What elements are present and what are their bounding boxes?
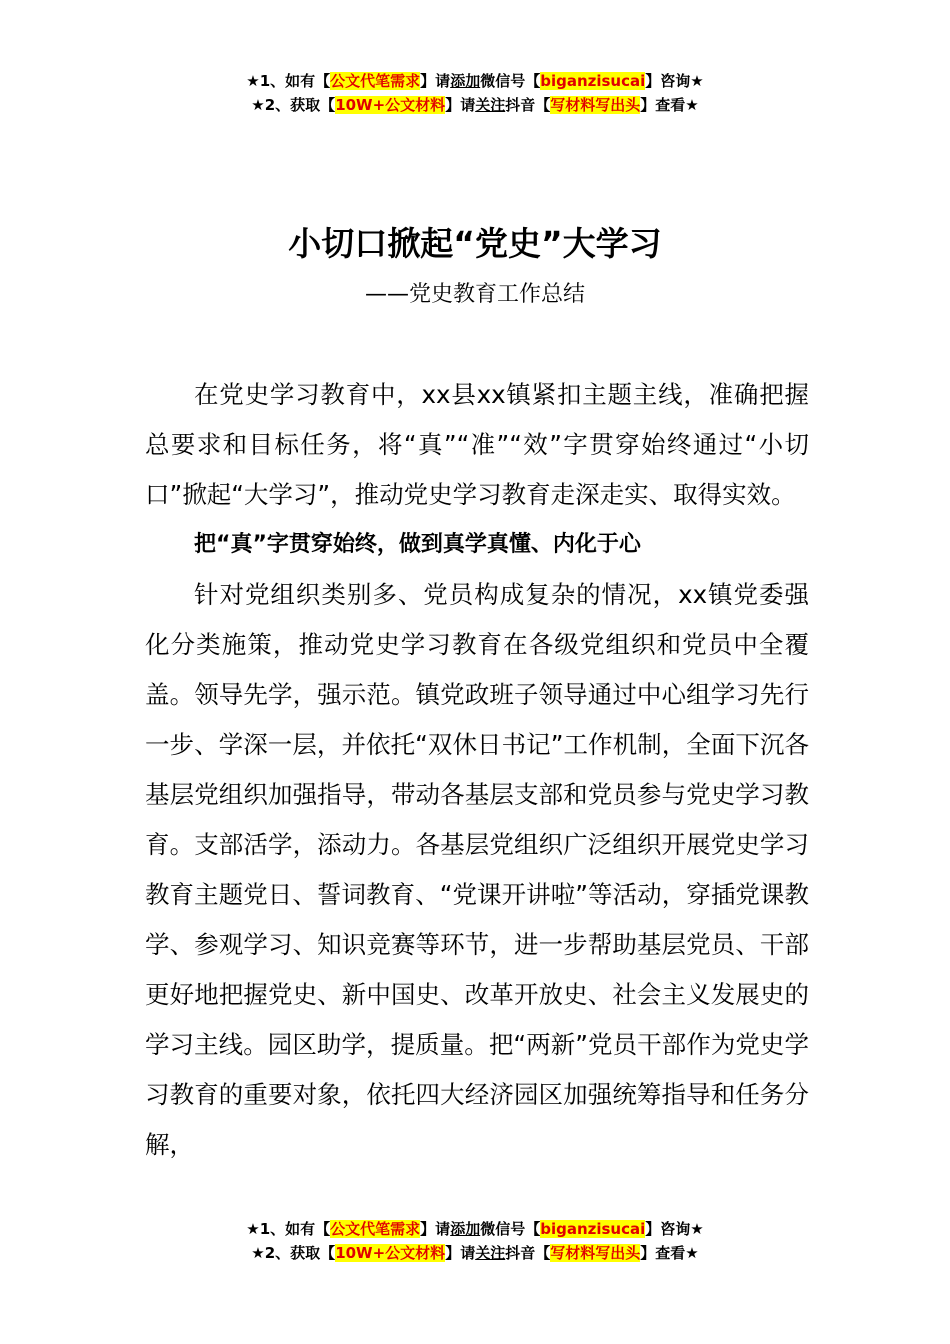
banner-line-1: ★1、如有【公文代笔需求】请添加微信号【biganzisucai】咨询★ (246, 1220, 704, 1238)
document-subtitle: ——党史教育工作总结 (364, 282, 585, 307)
banner-wechat-id: biganzisucai (540, 72, 646, 90)
body-paragraph: 针对党组织类别多、党员构成复杂的情况，xx镇党委强化分类施策，推动党史学习教育在各级党组织和党员中全覆盖。领导先学，强示范。镇党政班子领导通过中心组学习先行一步、学深一层，并依托“双休日书记”工作机制，全面下沉各基层党组织加强指导，带动各基层支部和党员参与党史学习教育。支部活学，添动力。各基层党组织广泛组织开展党史学习教育主题党日、誓词教育、“党课开讲啦”等活动，穿插党课教学、参观学习、知识竞赛等环节，进一步帮助基层党员、干部更好地把握党史、新中国史、改革开放史、社会主义发展史的学习主线。园区助学，提质量。把“两新”党员干部作为党史学习教育的重要对象，依托四大经济园区加强统筹指导和任务分解， (145, 580, 809, 1159)
banner-highlight: 公文代笔需求 (330, 1220, 421, 1238)
section-heading: 把“真”字贯穿始终，做到真学真懂、内化于心 (194, 532, 641, 557)
banner-highlight: 公文代笔需求 (330, 72, 421, 90)
body-paragraph: 在党史学习教育中，xx县xx镇紧扣主题主线，准确把握总要求和目标任务，将“真”“准”“效”字贯穿始终通过“小切口”掀起“大学习”，推动党史学习教育走深走实、取得实效。 (145, 380, 809, 509)
header-banner (0, 69, 950, 117)
banner-douyin-id: 写材料写出头 (550, 96, 641, 114)
footer-banner (0, 1217, 950, 1265)
banner-line-1: ★1、如有【公文代笔需求】请添加微信号【biganzisucai】咨询★ (246, 72, 704, 90)
banner-highlight: 10W+公文材料 (335, 1244, 446, 1262)
document-body (145, 370, 809, 1170)
banner-douyin-id: 写材料写出头 (550, 1244, 641, 1262)
document-title: 小切口掀起“党史”大学习 (288, 224, 662, 263)
banner-highlight: 10W+公文材料 (335, 96, 446, 114)
banner-wechat-id: biganzisucai (540, 1220, 646, 1238)
banner-line-2: ★2、获取【10W+公文材料】请关注抖音【写材料写出头】查看★ (251, 96, 699, 114)
banner-line-2: ★2、获取【10W+公文材料】请关注抖音【写材料写出头】查看★ (251, 1244, 699, 1262)
